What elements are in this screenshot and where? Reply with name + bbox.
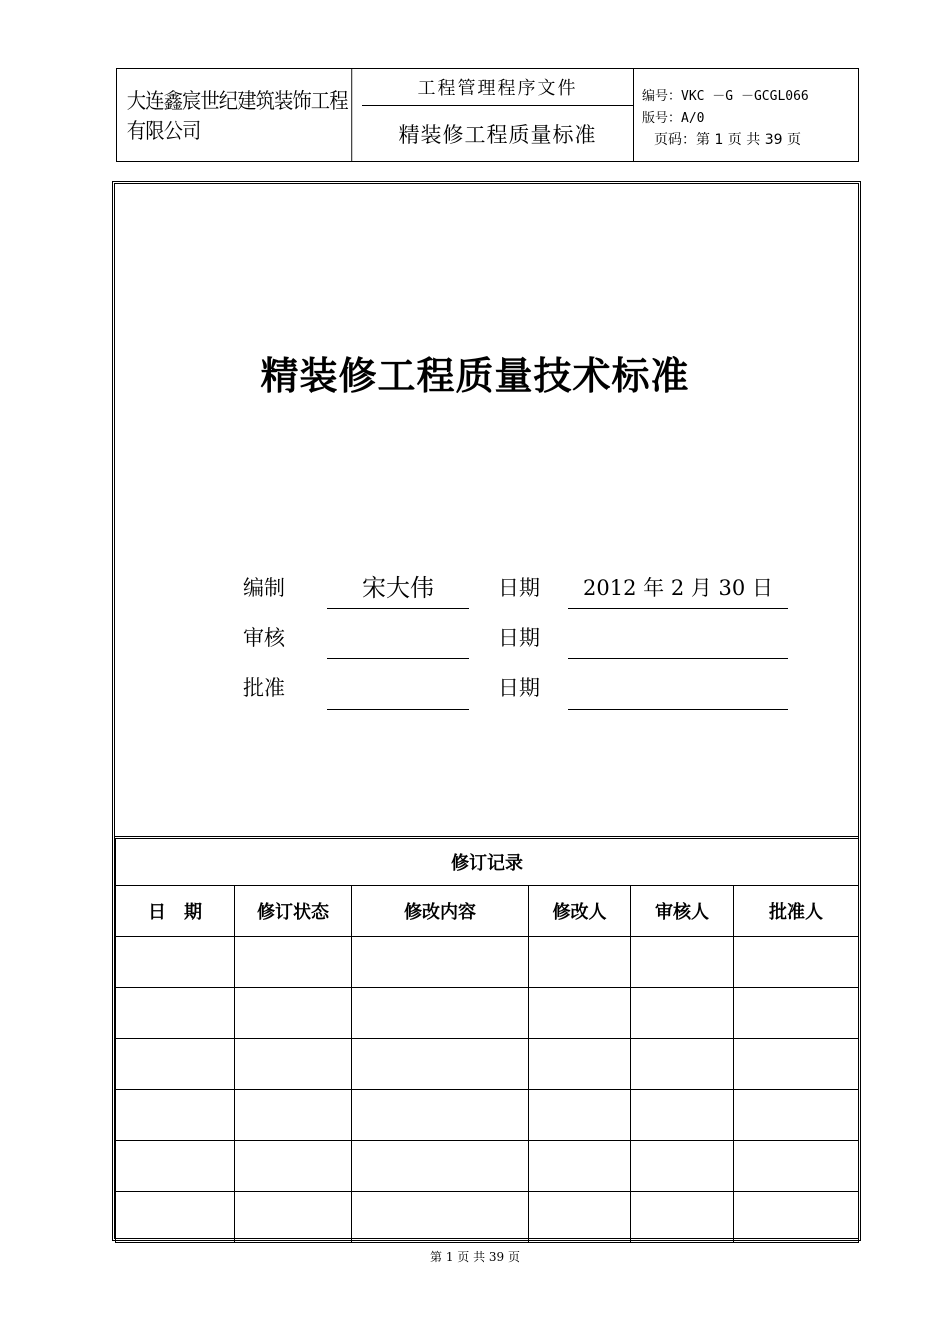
signoff-date-label-approve: 日期 — [498, 676, 540, 700]
header-meta — [634, 69, 858, 161]
table-cell — [529, 1039, 631, 1090]
table-cell — [116, 988, 235, 1039]
table-cell — [631, 1141, 734, 1192]
document-title: 精装修工程质量技术标准 — [260, 354, 690, 398]
revision-header-row — [116, 886, 859, 937]
signoff-role-compile: 编制 — [243, 576, 285, 600]
col-editor: 修改人 — [529, 886, 631, 937]
table-row — [116, 1192, 859, 1243]
table-cell — [734, 988, 859, 1039]
table-cell — [352, 1141, 529, 1192]
table-cell — [529, 1192, 631, 1243]
signoff-name-compile: 宋大伟 — [362, 574, 434, 602]
table-cell — [235, 1192, 352, 1243]
table-cell — [734, 1141, 859, 1192]
doc-page: 页码：第 1 页 共 39 页 — [654, 132, 801, 148]
table-cell — [235, 988, 352, 1039]
table-cell — [352, 937, 529, 988]
company-name: 大连鑫宸世纪建筑装饰工程有限公司 — [127, 69, 352, 161]
table-cell — [631, 937, 734, 988]
table-cell — [631, 1192, 734, 1243]
table-cell — [235, 1141, 352, 1192]
table-cell — [529, 988, 631, 1039]
table-row — [116, 1090, 859, 1141]
table-cell — [116, 1090, 235, 1141]
table-row — [116, 988, 859, 1039]
signoff-date-compile: 2012 年 2 月 30 日 — [583, 576, 773, 600]
table-cell — [235, 1039, 352, 1090]
table-cell — [352, 988, 529, 1039]
table-cell — [631, 1090, 734, 1141]
table-row — [116, 937, 859, 988]
table-row — [116, 1141, 859, 1192]
col-content: 修改内容 — [352, 886, 529, 937]
col-date: 日 期 — [116, 886, 235, 937]
page-footer: 第 1 页 共 39 页 — [430, 1250, 520, 1264]
revision-title: 修订记录 — [116, 838, 859, 886]
table-cell — [631, 1039, 734, 1090]
revision-title-row — [116, 838, 859, 886]
signoff-date-line — [568, 709, 788, 710]
doc-type: 工程管理程序文件 — [362, 69, 633, 106]
table-cell — [235, 1090, 352, 1141]
table-cell — [529, 1141, 631, 1192]
doc-version: 版号：A/0 — [642, 111, 705, 126]
signoff-role-approve: 批准 — [243, 676, 285, 700]
doc-code: 编号：VKC －G －GCGL066 — [642, 89, 809, 104]
table-cell — [352, 1192, 529, 1243]
signoff-date-line — [568, 658, 788, 659]
table-cell — [116, 937, 235, 988]
table-cell — [352, 1090, 529, 1141]
table-cell — [734, 1039, 859, 1090]
revision-table — [115, 836, 859, 1243]
table-cell — [734, 1090, 859, 1141]
signoff-role-review: 审核 — [243, 626, 285, 650]
table-cell — [116, 1039, 235, 1090]
signoff-date-label-review: 日期 — [498, 626, 540, 650]
table-cell — [352, 1039, 529, 1090]
signoff-name-line — [327, 658, 469, 659]
signoff-name-line — [327, 709, 469, 710]
table-cell — [235, 937, 352, 988]
signoff-date-label-compile: 日期 — [498, 576, 540, 600]
col-status: 修订状态 — [235, 886, 352, 937]
table-cell — [116, 1141, 235, 1192]
signoff-name-line — [327, 608, 469, 609]
table-cell — [529, 1090, 631, 1141]
table-cell — [529, 937, 631, 988]
table-cell — [734, 1192, 859, 1243]
doc-name: 精装修工程质量标准 — [398, 122, 597, 147]
col-approver: 批准人 — [734, 886, 859, 937]
signoff-date-line — [568, 608, 788, 609]
header-doc-info — [362, 69, 634, 161]
document-header — [116, 68, 859, 162]
table-cell — [116, 1192, 235, 1243]
table-cell — [734, 937, 859, 988]
table-cell — [631, 988, 734, 1039]
table-row — [116, 1039, 859, 1090]
col-reviewer: 审核人 — [631, 886, 734, 937]
